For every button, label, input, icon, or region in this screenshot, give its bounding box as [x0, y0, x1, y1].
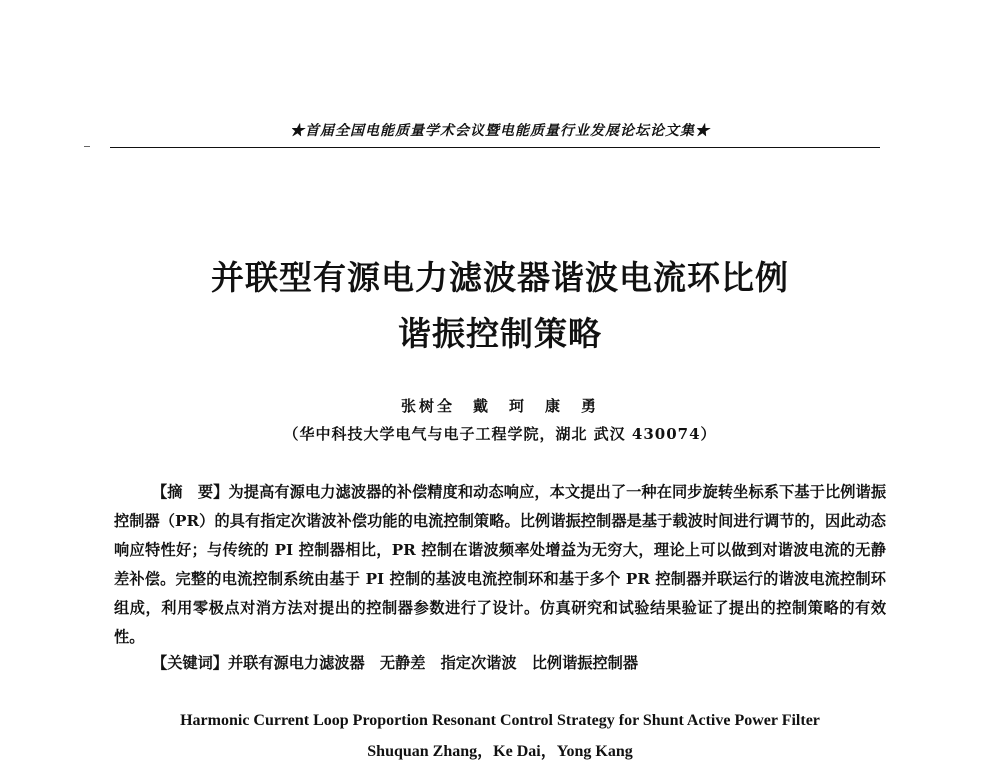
keywords-text: 并联有源电力滤波器 无静差 指定次谐波 比例谐振控制器	[227, 654, 638, 672]
affiliation: （华中科技大学电气与电子工程学院，湖北 武汉 430074）	[283, 425, 717, 443]
header-rule	[110, 147, 880, 148]
keywords-label: 【关键词】	[152, 654, 228, 672]
title-line-2: 谐振控制策略	[398, 314, 602, 353]
abstract	[114, 478, 886, 652]
abstract-label: 【摘 要】	[152, 483, 229, 501]
abstract-text: 为提高有源电力滤波器的补偿精度和动态响应，本文提出了一种在同步旋转坐标系下基于比例谐振控制器（PR）的具有指定次谐波补偿功能的电流控制策略。比例谐振控制器是基于载波时间进行调节的，因此动态响应特性好；与传统的 PI 控制器相比，PR 控制在谐波频率处增益为无穷大，理论上可以做到对谐波电流的无静差补偿。完整的电流控制系统由基于 PI 控制的基波电流控制环和基于多个 PR 控制器并联运行的谐波电流控制环组成，利用零极点对消方法对提出的控制器参数进行了设计。仿真研究和试验结果验证了提出的控制策略的有效性。	[114, 483, 887, 646]
title-line-1: 并联型有源电力滤波器谐波电流环比例	[211, 258, 789, 297]
stray-mark	[84, 146, 90, 147]
english-title: Harmonic Current Loop Proportion Resonant Control Strategy for Shunt Active Power Filter	[180, 712, 820, 729]
authors: 张树全 戴 珂 康 勇	[400, 397, 599, 415]
paper-title	[100, 250, 900, 362]
english-authors: Shuquan Zhang，Ke Dai，Yong Kang	[367, 743, 633, 760]
running-header: ★首届全国电能质量学术会议暨电能质量行业发展论坛论文集★	[290, 123, 710, 139]
keywords	[152, 652, 892, 673]
